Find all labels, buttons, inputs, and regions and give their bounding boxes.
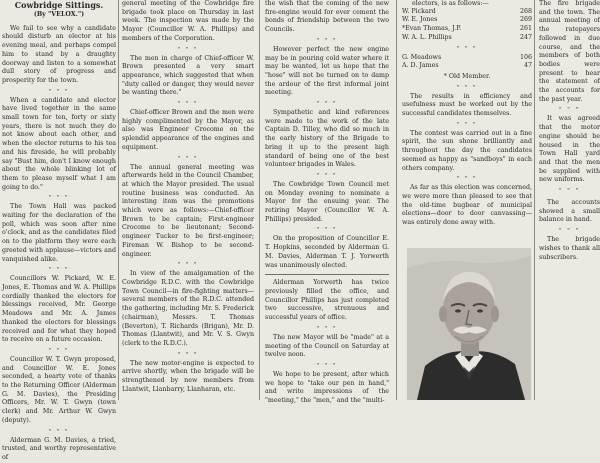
vote-list <box>402 8 532 43</box>
paragraph: Chief-officer Brown and the men were highly complimented by the Mayor, as also was Engineer Crocome on the splendid appearance of the engines and equipment. <box>122 109 254 151</box>
vote-count: 106 <box>519 53 532 61</box>
byline: (By "VELOX.") <box>33 11 85 18</box>
separator: " " " <box>456 176 478 183</box>
paragraph: We hope to be present, after which we hope to "take our pen in hand," and write impressions of the "meeting," the "men," and the "multi- <box>265 370 389 405</box>
vote-row <box>402 62 532 71</box>
separator: " " " <box>177 155 199 162</box>
candidate-name: W. A. L. Phillips <box>402 33 452 41</box>
separator: " " " <box>48 195 70 202</box>
vote-row <box>402 8 532 17</box>
vote-row <box>402 34 532 43</box>
vote-row <box>402 54 532 63</box>
vote-count: 247 <box>519 33 532 41</box>
vote-count: 268 <box>519 7 532 15</box>
separator: " " " <box>48 267 70 274</box>
paragraph: The contest was carried out in a fine spirit, the sun shone brilliantly and throughout the day the candidates seemed as happy as "sandboys" in each others company. <box>402 129 532 172</box>
paragraph: We fail to see why a candidate should disturb an elector at his evening meal, and perhaps compel him to stand by a draughty doorway and listen to a somewhat dull story of progress and prosperity for the town. <box>2 24 116 84</box>
column-rule <box>534 0 535 400</box>
paragraph: The accounts showed a small balance in hand. <box>539 199 600 224</box>
column-5 <box>539 0 600 400</box>
paragraph: The fire brigade and the town. The annual meeting of the ratepayers followed in due course, and the members of both bodies were present to hear the statement of the accounts for the past year. <box>539 0 600 103</box>
separator: " " " <box>316 325 338 332</box>
paragraph: The brigade wishes to thank all subscribers. <box>539 236 600 261</box>
column-1 <box>2 0 116 461</box>
candidate-name: *Evan Thomas, J.P. <box>402 25 462 33</box>
candidate-name: A. D. James <box>402 62 439 70</box>
paragraph: In view of the amalgamation of the Cowbridge R.D.C. with the Cowbridge Town Council—in fire-fighting matters—several members of the R.D.C. attended the gathering, including Mr. S. Frederick (chairman), Messrs. T. Thomas (Beverton), T. Richards (Brigan), Mr. D. Thomas (Llantwit), and Mr. V. S. Gwyn (clerk to the R.D.C.). <box>122 270 254 347</box>
separator: " " " <box>558 228 581 235</box>
column-rule <box>259 0 260 400</box>
paragraph: The new motor-engine is expected to arrive shortly, when the brigade will be strengthened by new members from Llantwit, Llanbarry, Llanharan, etc. <box>122 359 254 393</box>
headline: Cowbridge Sittings. <box>14 0 104 10</box>
separator: " " " <box>316 227 338 234</box>
paragraph: When a candidate and elector have lived together in the same small town for ten, forty or sixty years, there is not much they do not know about each other, and when the elector returns to his tea and his fireside, he will probably say "Bust him, don't I know enough about the whole blinking lot of them to please myself what I am going to do." <box>2 96 116 191</box>
paragraph: It was agreed that the motor engine should be housed in the Town Hall yard and that the men be supplied with new uniforms. <box>539 115 600 184</box>
vote-count: 269 <box>519 16 532 24</box>
column-2 <box>122 0 254 400</box>
paragraph: the wish that the coming of the new fire-engine would for ever cement the bonds of friendship between the two Councils. <box>265 0 389 34</box>
column-rule <box>118 0 119 400</box>
paragraph: The men in charge of Chief-officer W. Brown presented a very smart appearance, which suggested that when "duty called or danger, they would never be wanting there." <box>122 54 254 97</box>
column-rule <box>396 0 397 400</box>
paragraph: The Cowbridge Town Council met on Monday evening to nominate a Mayor for the ensuing year. The retiring Mayor (Councillor W. A. Phillips) presided. <box>265 180 389 223</box>
candidate-name: W. Pickard <box>402 7 436 15</box>
separator: " " " <box>177 351 199 358</box>
separator: " " " <box>316 172 338 179</box>
paragraph: Councillor W. T. Gwyn proposed, and Councillor W. E. Jones seconded, a hearty vote of thanks to the Returning Officer (Alderman G. M. Davies), the Presiding Officers, Mr. W. T. Gwyn (town clerk) and Mr. Arthur W. Gwyn (deputy). <box>2 355 116 424</box>
section-divider <box>265 274 389 275</box>
vote-intro: electors, is as follows:— <box>412 0 489 7</box>
separator: " " " <box>316 37 338 44</box>
separator: " " " <box>456 84 478 91</box>
separator: " " " <box>48 88 70 95</box>
vote-count: 47 <box>523 62 532 70</box>
paragraph: Councillors W. Pickard, W. E. Jones, E. Thomas and W. A. Phillips cordially thanked the electors for blessings received, Mr. George Meadows and Mr. A. James thanked the electors for blessings received and for what they hoped to receive on a future occasion. <box>2 275 116 344</box>
separator: " " " <box>177 101 199 108</box>
candidate-name: G. Meadows <box>402 53 442 61</box>
paragraph: Alderman Yorwerth has twice previously filled the office, and Councillor Phillips has just completed two successive, strenuous and successful years of office. <box>265 279 389 322</box>
separator: " " " <box>316 362 338 369</box>
paragraph: The annual general meeting was afterwards held in the Council Chamber, at which the Mayor presided. The usual routine business was conducted. An interesting item was the promotions which were as follows:—Chief-officer Brown to be captain; First-engineer Crocome to be lieutenant; Second-engineer Tucker to be first-engineer; Fireman W. Bishop to be second-engineer. <box>122 163 254 258</box>
paragraph: As far as this election was concerned, we were more than pleased to see that the old-time bugbear of municipal elections—door to door canvassing—was entirely done away with. <box>402 184 532 227</box>
vote-row <box>402 25 532 34</box>
paragraph: The results in efficiency and usefulness must be worked out by the successful candidates themselves. <box>402 92 532 118</box>
paragraph: The Town Hall was packed waiting for the declaration of the poll, which was soon after nine o'clock, and as the candidates filed on to the platform they were each greeted with applause—victors and vanquished alike. <box>2 203 116 263</box>
separator: " " " <box>456 45 478 52</box>
paragraph: The new Mayor will be "made" at a meeting of the Council on Saturday at twelve noon. <box>265 333 389 359</box>
separator: " " " <box>558 188 581 195</box>
vote-count: 261 <box>519 25 532 33</box>
vote-list <box>402 54 532 71</box>
paragraph: Alderman G. M. Davies, a tried, trusted, and worthy representative of <box>2 436 116 461</box>
separator: " " " <box>177 262 199 269</box>
separator: " " " <box>177 46 199 53</box>
paragraph: general meeting of the Cowbridge fire brigade took place on Thursday in last week. The inspection was made by the Mayor (Councillor W. A. Phillips) and members of the Corporation. <box>122 0 254 42</box>
separator: " " " <box>456 121 478 128</box>
candidate-name: W. E. Jones <box>402 16 438 24</box>
separator: " " " <box>48 347 70 354</box>
paragraph: However perfect the new engine may be in pouring cold water where it may be wanted, let us hope that the "hose" will not be turned on to damp the ardour of the first informal joint meeting. <box>265 45 389 97</box>
portrait-image <box>407 248 531 400</box>
vote-row <box>402 16 532 25</box>
column-3 <box>265 0 389 405</box>
footnote: * Old Member. <box>443 72 491 80</box>
separator: " " " <box>316 101 338 108</box>
separator: " " " <box>48 428 70 435</box>
separator: " " " <box>558 107 581 114</box>
portrait-photo <box>407 248 531 400</box>
paragraph: Sympathetic and kind references were made to the work of the late Captain D. Tilley, who did so much in the early history of the Brigade to bring it up to the present high standard of being one of the best volunteer brigades in Wales. <box>265 109 389 169</box>
paragraph: On the proposition of Councillor E. T. Hopkins, seconded by Alderman G. M. Davies, Alderman T. J. Yorwerth was unanimously elected. <box>265 235 389 269</box>
